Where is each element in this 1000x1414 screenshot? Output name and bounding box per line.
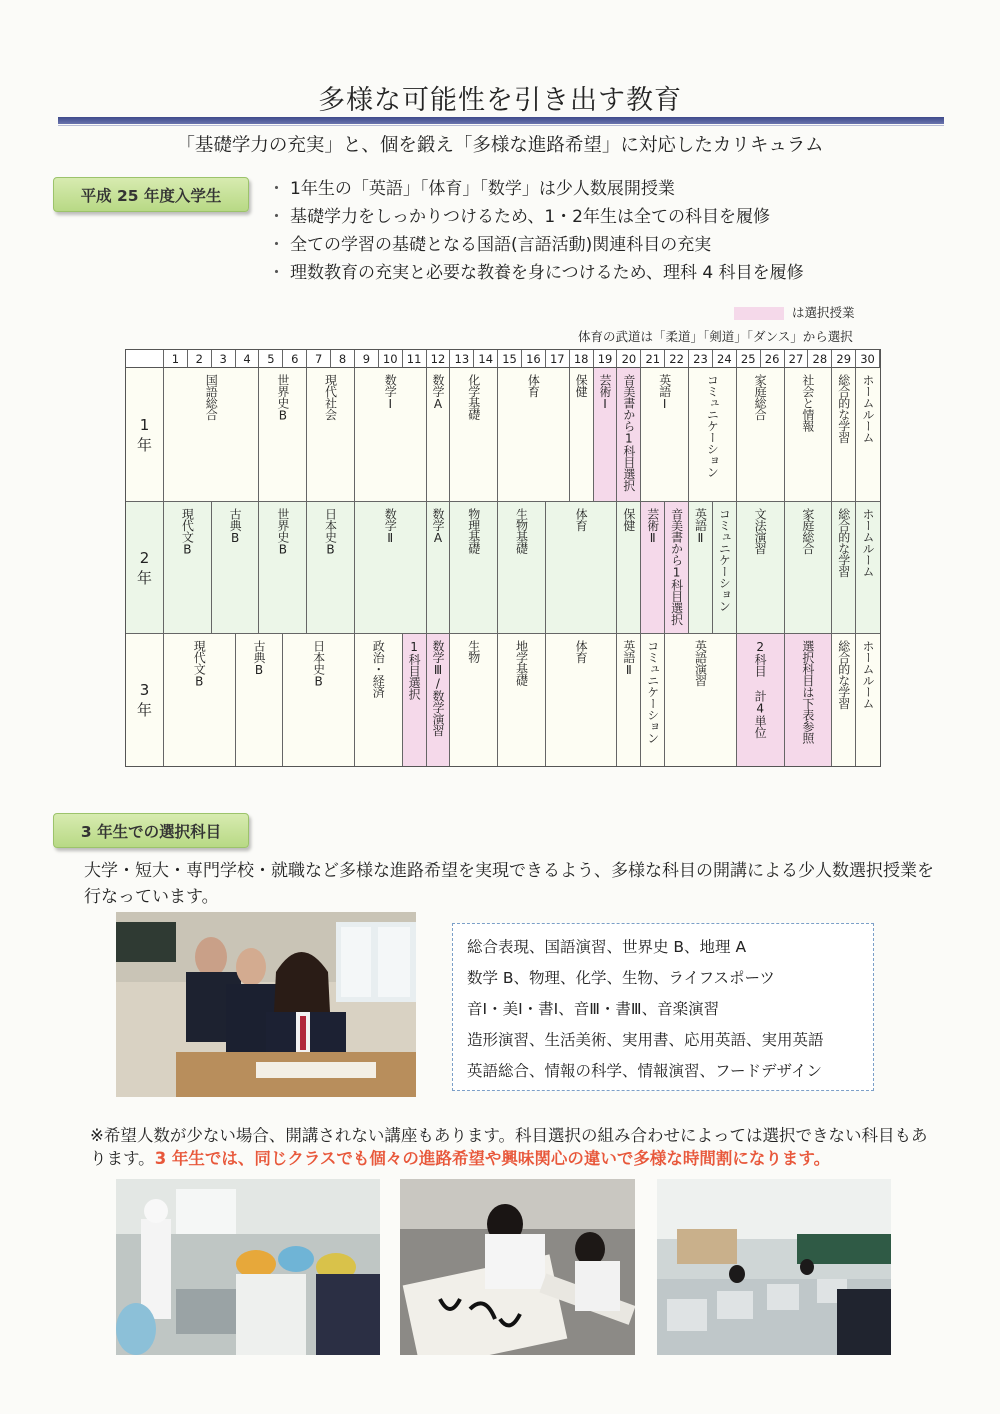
subject-cell: [546, 502, 618, 633]
cooking-class-photo: [116, 1179, 380, 1355]
period-header: 7: [307, 350, 331, 368]
subject-cell: [355, 368, 427, 501]
subject-cell: [427, 368, 451, 501]
subject-cell: [785, 368, 833, 501]
title-rule-thin: [58, 125, 944, 126]
period-header: 2: [188, 350, 212, 368]
subject-name: 政治・経済: [371, 640, 386, 698]
subject-name: 家庭総合: [800, 508, 815, 554]
subject-cell: [450, 634, 498, 766]
elective-subject-cell: [403, 634, 427, 766]
period-header: 10: [379, 350, 403, 368]
subject-name: 現代文B: [192, 640, 207, 688]
elective-line: 造形演習、生活美術、実用書、応用英語、実用英語: [467, 1031, 824, 1049]
subject-name: 数学A: [430, 374, 445, 411]
period-header: 19: [594, 350, 618, 368]
grade-label: 2 年: [126, 502, 164, 634]
classroom-students-photo: [116, 912, 416, 1097]
subject-cell: [164, 634, 236, 766]
subject-name: 保健: [621, 508, 636, 531]
subject-cell: [212, 502, 260, 633]
bullet-mark: ・: [268, 263, 285, 283]
subject-name: 数学Ⅰ: [383, 374, 398, 411]
subject-cell: [713, 502, 737, 633]
grade-label: 1 年: [126, 368, 164, 502]
period-header: 21: [641, 350, 665, 368]
subject-name: 体育: [526, 374, 541, 397]
subject-name: 現代社会: [323, 374, 338, 420]
elective-legend-text: は選択授業: [792, 305, 855, 320]
policy-bullet: ・ 1年生の「英語」「体育」「数学」は少人数展開授業: [268, 175, 948, 203]
period-header: 22: [665, 350, 689, 368]
subject-name: ホームルーム: [861, 640, 876, 709]
subject-name: 1科目選択: [407, 640, 422, 700]
subject-name: 生物: [466, 640, 481, 663]
policy-bullet-list: [268, 175, 948, 287]
subject-name: ホームルーム: [861, 508, 876, 577]
subject-cell: [307, 368, 355, 501]
subject-name: 地学基礎: [514, 640, 529, 686]
subject-name: コミュニケーション: [645, 640, 660, 744]
subject-cell: [856, 502, 880, 633]
senior-electives-label: 3 年生での選択科目: [53, 813, 249, 848]
subject-name: 2科目 計4単位: [753, 640, 768, 738]
subject-name: 世界史B: [275, 374, 290, 422]
intake-year-label: 平成 25 年度入学生: [53, 177, 249, 212]
elective-subject-cell: [594, 368, 618, 501]
subject-name: 英語Ⅱ: [693, 508, 708, 545]
subject-cell: [450, 502, 498, 633]
curriculum-timetable: [125, 349, 881, 767]
period-header: 9: [355, 350, 379, 368]
subject-name: 数学Ⅱ: [383, 508, 398, 545]
period-header: 11: [403, 350, 427, 368]
subject-name: コミュニケーション: [717, 508, 732, 612]
policy-bullet: ・ 全ての学習の基礎となる国語(言語活動)関連科目の充実: [268, 231, 948, 259]
subject-name: 古典B: [228, 508, 243, 545]
subject-name: 体育: [574, 640, 589, 663]
subject-name: 文法演習: [753, 508, 768, 554]
elective-line: 英語総合、情報の科学、情報演習、フードデザイン: [467, 1062, 822, 1080]
elective-line: 数学 B、物理、化学、生物、ライフスポーツ: [467, 969, 775, 987]
period-header: 1: [164, 350, 188, 368]
subject-cell: [617, 634, 641, 766]
period-header: 3: [212, 350, 236, 368]
subject-name: 古典B: [251, 640, 266, 677]
period-header: 30: [856, 350, 880, 368]
period-header: 23: [689, 350, 713, 368]
bullet-mark: ・: [268, 235, 285, 255]
subject-cell: [259, 368, 307, 501]
grade-row: [164, 634, 880, 766]
elective-line: 音Ⅰ・美Ⅰ・書Ⅰ、音Ⅲ・書Ⅲ、音楽演習: [467, 1000, 720, 1018]
grade-row: [164, 368, 880, 502]
subject-cell: [737, 368, 785, 501]
course-note: [90, 1124, 940, 1170]
subject-cell: [546, 634, 618, 766]
subject-name: 英語Ⅱ: [621, 640, 636, 677]
elective-subject-cell: [785, 634, 833, 766]
subject-cell: [164, 368, 259, 501]
title-rule: [58, 117, 944, 124]
subject-name: 体育: [574, 508, 589, 531]
subject-cell: [355, 634, 403, 766]
note-highlight: 3 年生では、同じクラスでも個々の進路希望や興味関心の違いで多様な時間割になります。: [154, 1149, 831, 1168]
subject-cell: [259, 502, 307, 633]
subject-name: 芸術Ⅰ: [598, 374, 613, 411]
bullet-mark: ・: [268, 207, 285, 227]
subject-cell: [570, 368, 594, 501]
period-header: 5: [259, 350, 283, 368]
subject-name: ホームルーム: [861, 374, 876, 443]
computer-room-photo: [657, 1179, 891, 1355]
subject-cell: [641, 634, 665, 766]
bullet-mark: ・: [268, 179, 285, 199]
subject-name: 芸術Ⅱ: [645, 508, 660, 545]
subject-cell: [498, 502, 546, 633]
elective-subject-cell: [737, 634, 785, 766]
grade-label: 3 年: [126, 634, 164, 766]
subject-name: 現代文B: [180, 508, 195, 556]
calligraphy-class-photo: [400, 1179, 635, 1355]
senior-description: 大学・短大・専門学校・就職など多様な進路希望を実現できるよう、多様な科目の開講による少人数選択授業を行なっています。: [84, 861, 934, 907]
elective-subject-cell: [617, 368, 641, 501]
subject-cell: [832, 368, 856, 501]
subject-cell: [832, 502, 856, 633]
subject-cell: [785, 502, 833, 633]
policy-bullet: ・ 理数教育の充実と必要な教養を身につけるため、理科 4 科目を履修: [268, 259, 948, 287]
subject-cell: [689, 368, 737, 501]
period-header: 4: [236, 350, 260, 368]
subject-name: 数学Ⅲ/数学演習: [430, 640, 445, 736]
period-header: 29: [832, 350, 856, 368]
period-header: 14: [474, 350, 498, 368]
page-subtitle: 「基礎学力の充実」と、個を鍛え「多様な進路希望」に対応したカリキュラム: [176, 135, 824, 156]
subject-cell: [498, 368, 570, 501]
elective-line: 総合表現、国語演習、世界史 B、地理 A: [467, 938, 747, 956]
subject-name: 総合的な学習: [836, 508, 851, 577]
subject-name: 音美書から1科目選択: [669, 508, 684, 625]
period-header: 26: [761, 350, 785, 368]
subject-name: 音美書から1科目選択: [621, 374, 636, 491]
subject-cell: [737, 502, 785, 633]
subject-name: 化学基礎: [466, 374, 481, 420]
subject-name: 世界史B: [275, 508, 290, 556]
martial-arts-note: 体育の武道は「柔道」「剣道」「ダンス」から選択: [578, 329, 853, 344]
subject-name: 数学A: [430, 508, 445, 545]
subject-cell: [856, 634, 880, 766]
period-header: 28: [808, 350, 832, 368]
subject-cell: [355, 502, 427, 633]
period-header: 8: [331, 350, 355, 368]
senior-elective-list: [452, 923, 874, 1091]
period-header-corner: [126, 350, 164, 368]
policy-bullet: ・ 基礎学力をしっかりつけるため、1・2年生は全ての科目を履修: [268, 203, 948, 231]
elective-subject-cell: [427, 634, 451, 766]
period-header: 17: [546, 350, 570, 368]
subject-name: コミュニケーション: [705, 374, 720, 478]
period-header: 24: [713, 350, 737, 368]
subject-name: 総合的な学習: [836, 374, 851, 443]
subject-cell: [856, 368, 880, 501]
subject-name: 総合的な学習: [836, 640, 851, 709]
grade-row: [164, 502, 880, 634]
elective-subject-cell: [641, 502, 665, 633]
subject-cell: [689, 502, 713, 633]
subject-name: 選択科目は下表参照: [800, 640, 815, 744]
subject-name: 家庭総合: [753, 374, 768, 420]
subject-cell: [641, 368, 689, 501]
subject-name: 保健: [574, 374, 589, 397]
subject-cell: [236, 634, 284, 766]
period-header: 27: [785, 350, 809, 368]
subject-cell: [832, 634, 856, 766]
subject-cell: [283, 634, 355, 766]
elective-legend-swatch: [734, 307, 784, 320]
subject-name: 英語Ⅰ: [657, 374, 672, 411]
period-header: 6: [283, 350, 307, 368]
subject-cell: [307, 502, 355, 633]
elective-subject-cell: [665, 502, 689, 633]
subject-cell: [164, 502, 212, 633]
subject-cell: [498, 634, 546, 766]
subject-cell: [450, 368, 498, 501]
period-header: 13: [450, 350, 474, 368]
subject-cell: [427, 502, 451, 633]
period-header: 20: [617, 350, 641, 368]
page-title: 多様な可能性を引き出す教育: [318, 85, 682, 116]
subject-name: 日本史B: [311, 640, 326, 688]
subject-name: 社会と情報: [800, 374, 815, 432]
subject-name: 日本史B: [323, 508, 338, 556]
subject-name: 英語演習: [693, 640, 708, 686]
period-header: 15: [498, 350, 522, 368]
subject-name: 物理基礎: [466, 508, 481, 554]
period-header: 25: [737, 350, 761, 368]
subject-cell: [617, 502, 641, 633]
subject-cell: [665, 634, 737, 766]
subject-name: 生物基礎: [514, 508, 529, 554]
period-header: 18: [570, 350, 594, 368]
period-header: 12: [427, 350, 451, 368]
subject-name: 国語総合: [204, 374, 219, 420]
note-text: ※希望人数が少ない場合、開講されない講座もあります。科目選択の組み合わせによっては選択できない科目もあります。: [90, 1126, 928, 1168]
period-header: 16: [522, 350, 546, 368]
